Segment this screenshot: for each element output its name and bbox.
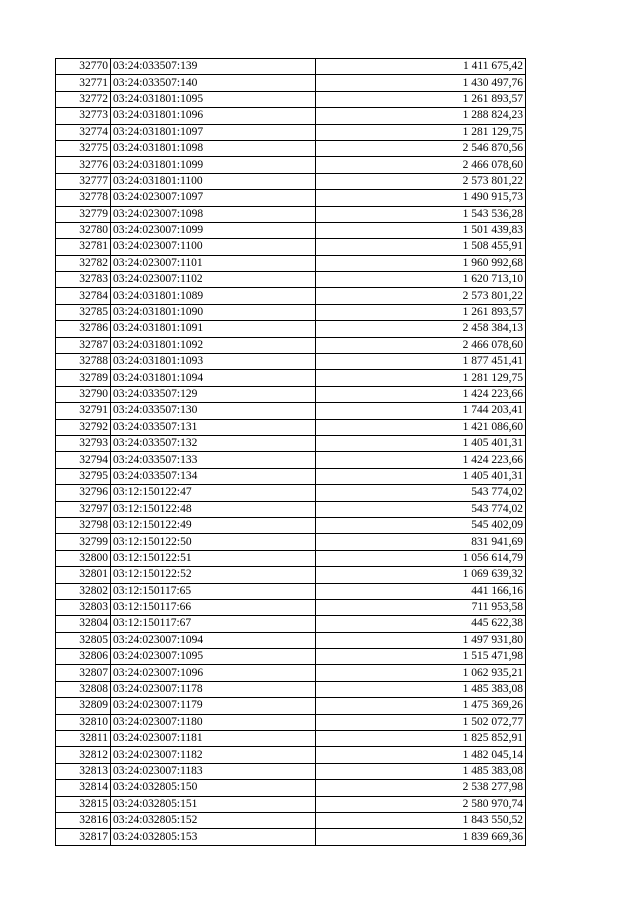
table-row [56, 206, 526, 222]
cadastral-number-cell: 03:12:150122:51 [111, 550, 316, 566]
cadastral-number-cell: 03:24:031801:1094 [111, 370, 316, 386]
row-number-cell: 32806 [56, 649, 111, 665]
cadastral-number-cell: 03:24:031801:1089 [111, 288, 316, 304]
table-row [56, 354, 526, 370]
cadastral-number-cell: 03:24:032805:150 [111, 780, 316, 796]
cadastral-number-cell: 03:12:150122:48 [111, 501, 316, 517]
cadastral-number-cell: 03:12:150117:66 [111, 599, 316, 615]
cadastral-value-cell: 1 515 471,98 [316, 649, 526, 665]
row-number-cell: 32817 [56, 829, 111, 845]
row-number-cell: 32789 [56, 370, 111, 386]
cadastral-value-cell: 1 877 451,41 [316, 354, 526, 370]
table-row [56, 435, 526, 451]
cadastral-value-cell: 1 960 992,68 [316, 255, 526, 271]
cadastral-value-cell: 441 166,16 [316, 583, 526, 599]
cadastral-value-cell: 1 288 824,23 [316, 108, 526, 124]
row-number-cell: 32794 [56, 452, 111, 468]
cadastral-number-cell: 03:24:031801:1098 [111, 140, 316, 156]
row-number-cell: 32810 [56, 714, 111, 730]
cadastral-value-cell: 1 424 223,66 [316, 386, 526, 402]
cadastral-value-cell: 1 501 439,83 [316, 222, 526, 238]
table-row [56, 517, 526, 533]
cadastral-value-cell: 1 485 383,08 [316, 681, 526, 697]
row-number-cell: 32771 [56, 75, 111, 91]
row-number-cell: 32786 [56, 321, 111, 337]
cadastral-value-cell: 1 261 893,57 [316, 91, 526, 107]
cadastral-value-cell: 1 424 223,66 [316, 452, 526, 468]
table-row [56, 681, 526, 697]
cadastral-value-cell: 1 475 369,26 [316, 698, 526, 714]
cadastral-number-cell: 03:24:023007:1181 [111, 731, 316, 747]
cadastral-value-cell: 2 573 801,22 [316, 288, 526, 304]
cadastral-value-cell: 543 774,02 [316, 501, 526, 517]
row-number-cell: 32785 [56, 304, 111, 320]
table-row [56, 485, 526, 501]
row-number-cell: 32772 [56, 91, 111, 107]
cadastral-number-cell: 03:24:033507:134 [111, 468, 316, 484]
cadastral-value-cell: 1 485 383,08 [316, 763, 526, 779]
cadastral-value-cell: 1 261 893,57 [316, 304, 526, 320]
cadastral-number-cell: 03:24:031801:1096 [111, 108, 316, 124]
row-number-cell: 32800 [56, 550, 111, 566]
row-number-cell: 32788 [56, 354, 111, 370]
cadastral-number-cell: 03:24:023007:1179 [111, 698, 316, 714]
table-row [56, 583, 526, 599]
cadastral-number-cell: 03:24:023007:1102 [111, 272, 316, 288]
cadastral-number-cell: 03:24:031801:1097 [111, 124, 316, 140]
row-number-cell: 32779 [56, 206, 111, 222]
cadastral-number-cell: 03:24:023007:1182 [111, 747, 316, 763]
table-row [56, 714, 526, 730]
cadastral-value-cell: 545 402,09 [316, 517, 526, 533]
row-number-cell: 32790 [56, 386, 111, 402]
row-number-cell: 32813 [56, 763, 111, 779]
table-row [56, 747, 526, 763]
table-row [56, 75, 526, 91]
table-row [56, 616, 526, 632]
cadastral-value-cell: 1 508 455,91 [316, 239, 526, 255]
table-row [56, 534, 526, 550]
row-number-cell: 32807 [56, 665, 111, 681]
row-number-cell: 32803 [56, 599, 111, 615]
cadastral-number-cell: 03:24:023007:1101 [111, 255, 316, 271]
cadastral-number-cell: 03:24:023007:1096 [111, 665, 316, 681]
cadastral-number-cell: 03:24:033507:130 [111, 403, 316, 419]
table-row [56, 108, 526, 124]
table-row [56, 59, 526, 75]
row-number-cell: 32784 [56, 288, 111, 304]
row-number-cell: 32804 [56, 616, 111, 632]
row-number-cell: 32796 [56, 485, 111, 501]
table-row [56, 157, 526, 173]
cadastral-value-table [55, 58, 526, 846]
cadastral-number-cell: 03:24:031801:1100 [111, 173, 316, 189]
cadastral-number-cell: 03:24:032805:153 [111, 829, 316, 845]
cadastral-number-cell: 03:12:150117:65 [111, 583, 316, 599]
table-row [56, 173, 526, 189]
cadastral-value-cell: 1 620 713,10 [316, 272, 526, 288]
table-row [56, 468, 526, 484]
table-row [56, 255, 526, 271]
table-row [56, 796, 526, 812]
cadastral-value-cell: 2 458 384,13 [316, 321, 526, 337]
cadastral-value-cell: 1 056 614,79 [316, 550, 526, 566]
row-number-cell: 32780 [56, 222, 111, 238]
cadastral-number-cell: 03:24:033507:133 [111, 452, 316, 468]
row-number-cell: 32770 [56, 59, 111, 75]
table-row [56, 419, 526, 435]
cadastral-value-cell: 1 281 129,75 [316, 370, 526, 386]
cadastral-number-cell: 03:24:033507:129 [111, 386, 316, 402]
cadastral-number-cell: 03:24:023007:1097 [111, 190, 316, 206]
cadastral-number-cell: 03:24:023007:1099 [111, 222, 316, 238]
table-row [56, 599, 526, 615]
cadastral-number-cell: 03:12:150122:49 [111, 517, 316, 533]
cadastral-number-cell: 03:24:031801:1090 [111, 304, 316, 320]
table-row [56, 239, 526, 255]
cadastral-number-cell: 03:24:023007:1094 [111, 632, 316, 648]
cadastral-number-cell: 03:24:023007:1095 [111, 649, 316, 665]
table-row [56, 829, 526, 845]
cadastral-value-cell: 1 502 072,77 [316, 714, 526, 730]
row-number-cell: 32781 [56, 239, 111, 255]
table-row [56, 91, 526, 107]
row-number-cell: 32776 [56, 157, 111, 173]
cadastral-value-cell: 2 573 801,22 [316, 173, 526, 189]
cadastral-value-cell: 1 490 915,73 [316, 190, 526, 206]
row-number-cell: 32783 [56, 272, 111, 288]
cadastral-value-cell: 711 953,58 [316, 599, 526, 615]
cadastral-number-cell: 03:12:150122:52 [111, 567, 316, 583]
table-row [56, 452, 526, 468]
cadastral-value-cell: 2 538 277,98 [316, 780, 526, 796]
table-row [56, 649, 526, 665]
table-row [56, 140, 526, 156]
cadastral-number-cell: 03:24:033507:132 [111, 435, 316, 451]
cadastral-number-cell: 03:24:031801:1095 [111, 91, 316, 107]
cadastral-number-cell: 03:24:033507:131 [111, 419, 316, 435]
cadastral-value-cell: 1 497 931,80 [316, 632, 526, 648]
cadastral-value-cell: 1 411 675,42 [316, 59, 526, 75]
row-number-cell: 32802 [56, 583, 111, 599]
cadastral-number-cell: 03:24:033507:139 [111, 59, 316, 75]
row-number-cell: 32778 [56, 190, 111, 206]
table-row [56, 272, 526, 288]
table-row [56, 124, 526, 140]
cadastral-number-cell: 03:24:031801:1092 [111, 337, 316, 353]
cadastral-number-cell: 03:12:150117:67 [111, 616, 316, 632]
table-row [56, 222, 526, 238]
row-number-cell: 32801 [56, 567, 111, 583]
cadastral-value-cell: 1 825 852,91 [316, 731, 526, 747]
table-row [56, 370, 526, 386]
cadastral-number-cell: 03:24:023007:1098 [111, 206, 316, 222]
table-row [56, 567, 526, 583]
cadastral-number-cell: 03:24:023007:1178 [111, 681, 316, 697]
cadastral-value-cell: 1 405 401,31 [316, 435, 526, 451]
cadastral-number-cell: 03:24:031801:1099 [111, 157, 316, 173]
cadastral-number-cell: 03:24:033507:140 [111, 75, 316, 91]
cadastral-value-cell: 831 941,69 [316, 534, 526, 550]
table-row [56, 665, 526, 681]
cadastral-value-cell: 2 466 078,60 [316, 157, 526, 173]
cadastral-number-cell: 03:24:023007:1180 [111, 714, 316, 730]
cadastral-value-cell: 1 543 536,28 [316, 206, 526, 222]
cadastral-value-cell: 1 281 129,75 [316, 124, 526, 140]
cadastral-number-cell: 03:24:023007:1183 [111, 763, 316, 779]
table-row [56, 731, 526, 747]
row-number-cell: 32805 [56, 632, 111, 648]
cadastral-number-cell: 03:12:150122:47 [111, 485, 316, 501]
row-number-cell: 32812 [56, 747, 111, 763]
cadastral-value-cell: 2 580 970,74 [316, 796, 526, 812]
row-number-cell: 32809 [56, 698, 111, 714]
table-row [56, 501, 526, 517]
cadastral-number-cell: 03:24:023007:1100 [111, 239, 316, 255]
cadastral-number-cell: 03:24:032805:151 [111, 796, 316, 812]
cadastral-value-cell: 1 430 497,76 [316, 75, 526, 91]
cadastral-number-cell: 03:24:031801:1093 [111, 354, 316, 370]
row-number-cell: 32799 [56, 534, 111, 550]
cadastral-value-cell: 445 622,38 [316, 616, 526, 632]
cadastral-number-cell: 03:24:031801:1091 [111, 321, 316, 337]
cadastral-value-cell: 1 405 401,31 [316, 468, 526, 484]
cadastral-value-cell: 1 062 935,21 [316, 665, 526, 681]
table-row [56, 288, 526, 304]
row-number-cell: 32773 [56, 108, 111, 124]
row-number-cell: 32777 [56, 173, 111, 189]
row-number-cell: 32815 [56, 796, 111, 812]
cadastral-value-cell: 543 774,02 [316, 485, 526, 501]
row-number-cell: 32798 [56, 517, 111, 533]
row-number-cell: 32775 [56, 140, 111, 156]
table-row [56, 550, 526, 566]
cadastral-value-cell: 2 466 078,60 [316, 337, 526, 353]
table-row [56, 386, 526, 402]
table-body [56, 59, 526, 846]
table-row [56, 304, 526, 320]
table-row [56, 337, 526, 353]
table-row [56, 632, 526, 648]
row-number-cell: 32774 [56, 124, 111, 140]
cadastral-value-cell: 1 744 203,41 [316, 403, 526, 419]
table-row [56, 698, 526, 714]
row-number-cell: 32792 [56, 419, 111, 435]
row-number-cell: 32791 [56, 403, 111, 419]
table-row [56, 780, 526, 796]
row-number-cell: 32797 [56, 501, 111, 517]
row-number-cell: 32814 [56, 780, 111, 796]
row-number-cell: 32793 [56, 435, 111, 451]
row-number-cell: 32811 [56, 731, 111, 747]
cadastral-value-cell: 1 482 045,14 [316, 747, 526, 763]
table-row [56, 812, 526, 828]
cadastral-number-cell: 03:24:032805:152 [111, 812, 316, 828]
row-number-cell: 32787 [56, 337, 111, 353]
table-row [56, 763, 526, 779]
table-row [56, 403, 526, 419]
table-row [56, 321, 526, 337]
table-row [56, 190, 526, 206]
cadastral-number-cell: 03:12:150122:50 [111, 534, 316, 550]
cadastral-value-cell: 2 546 870,56 [316, 140, 526, 156]
row-number-cell: 32808 [56, 681, 111, 697]
row-number-cell: 32795 [56, 468, 111, 484]
cadastral-value-cell: 1 421 086,60 [316, 419, 526, 435]
row-number-cell: 32816 [56, 812, 111, 828]
cadastral-value-cell: 1 069 639,32 [316, 567, 526, 583]
row-number-cell: 32782 [56, 255, 111, 271]
cadastral-value-cell: 1 839 669,36 [316, 829, 526, 845]
cadastral-value-cell: 1 843 550,52 [316, 812, 526, 828]
